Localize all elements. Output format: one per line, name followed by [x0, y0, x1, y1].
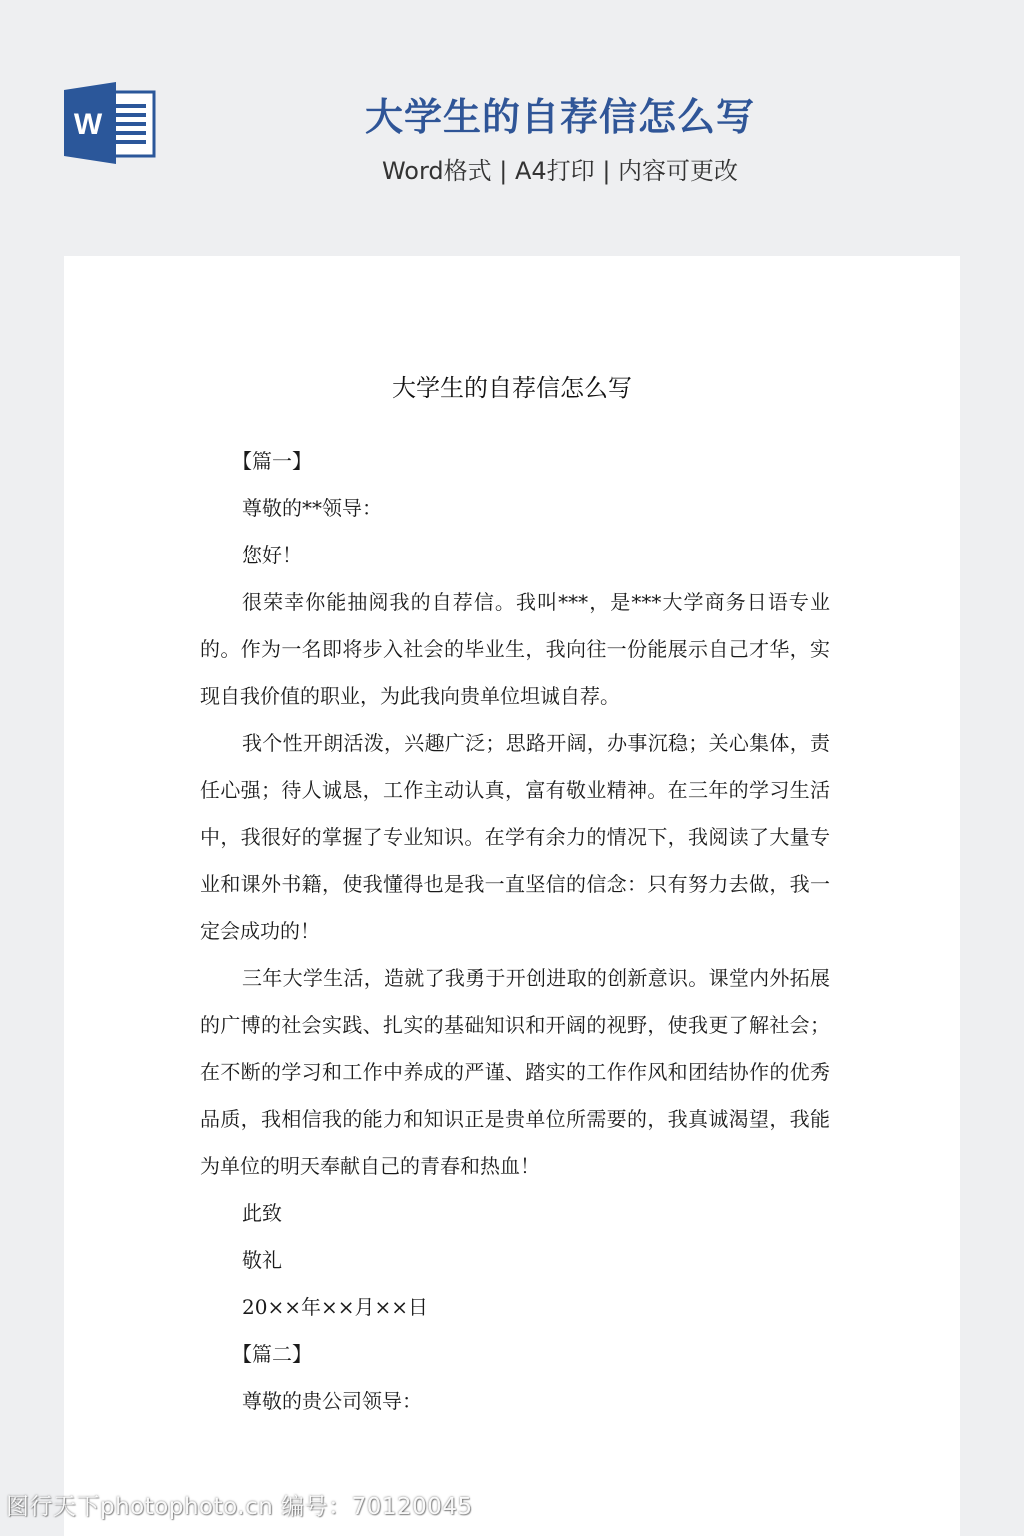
- svg-text:W: W: [73, 108, 103, 141]
- greeting: 您好！: [242, 543, 302, 567]
- section-heading: 【篇二】: [232, 1342, 312, 1366]
- salutation: 尊敬的**领导：: [242, 496, 382, 520]
- closing: 此致: [242, 1201, 282, 1225]
- document-body: [200, 438, 830, 1425]
- document-title: 大学生的自荐信怎么写: [392, 374, 632, 402]
- body-paragraph: 很荣幸你能抽阅我的自荐信。我叫***，是***大学商务日语专业的。作为一名即将步入社会的毕业生，我向往一份能展示自己才华，实现自我价值的职业，为此我向贵单位坦诚自荐。: [200, 590, 830, 708]
- salutation: 尊敬的贵公司领导：: [242, 1389, 422, 1413]
- body-paragraph: 三年大学生活，造就了我勇于开创进取的创新意识。课堂内外拓展的广博的社会实践、扎实的基础知识和开阔的视野，使我更了解社会；在不断的学习和工作中养成的严谨、踏实的工作作风和团结协作的优秀品质，我相信我的能力和知识正是贵单位所需要的，我真诚渴望，我能为单位的明天奉献自己的青春和热血！: [200, 966, 830, 1178]
- page-title: 大学生的自荐信怎么写: [364, 95, 755, 139]
- document-page: [64, 256, 960, 1536]
- word-document-icon: [64, 82, 156, 164]
- closing-regards: 敬礼: [242, 1248, 282, 1272]
- watermark: 图行天下photophoto.cn 编号：70120045: [6, 1494, 473, 1520]
- header: [0, 0, 1024, 250]
- page-subtitle: Word格式 | A4打印 | 内容可更改: [381, 157, 739, 185]
- section-heading: 【篇一】: [232, 449, 312, 473]
- date-line: 20××年××月××日: [242, 1295, 428, 1319]
- body-paragraph: 我个性开朗活泼，兴趣广泛；思路开阔，办事沉稳；关心集体，责任心强；待人诚恳，工作主动认真，富有敬业精神。在三年的学习生活中，我很好的掌握了专业知识。在学有余力的情况下，我阅读了大量专业和课外书籍，使我懂得也是我一直坚信的信念：只有努力去做，我一定会成功的！: [200, 731, 830, 943]
